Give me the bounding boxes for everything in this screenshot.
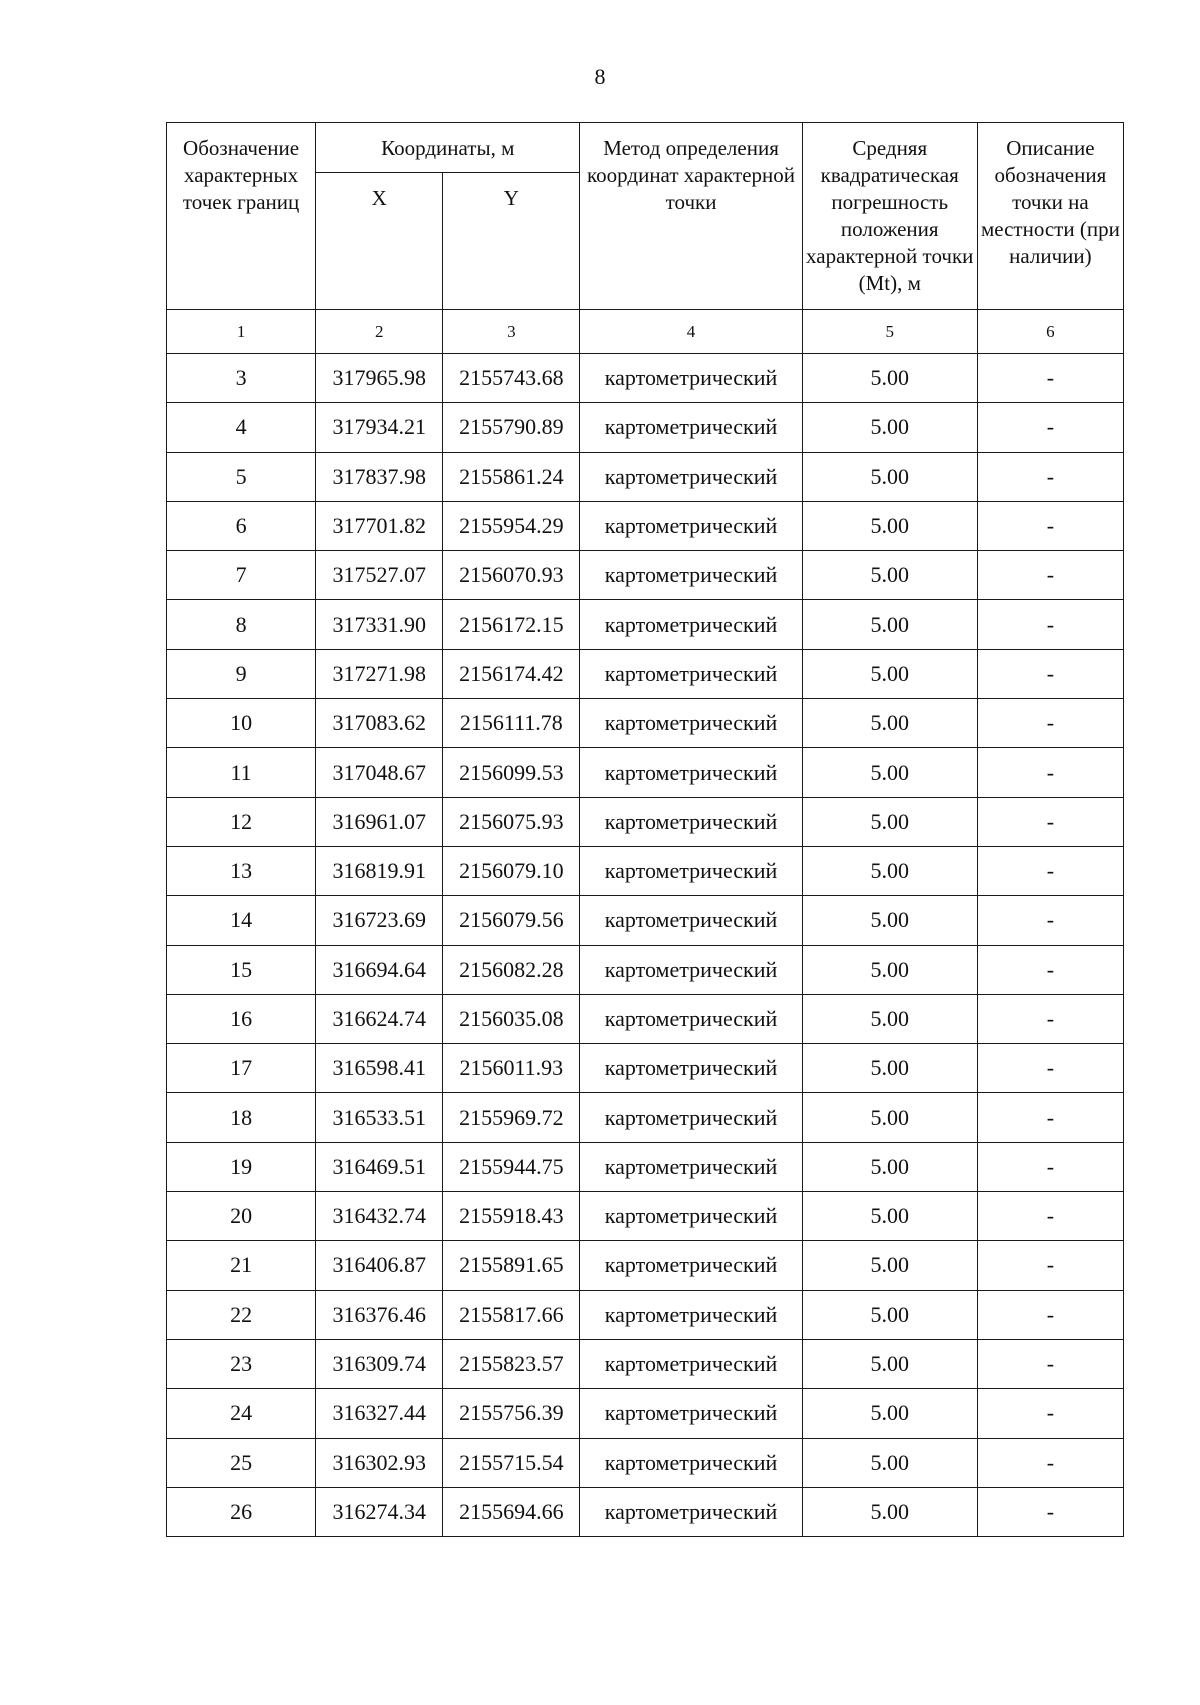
cell-y: 2156172.15 <box>443 600 580 649</box>
cell-description: - <box>977 846 1123 895</box>
cell-y: 2156070.93 <box>443 551 580 600</box>
cell-method: картометрический <box>580 1290 802 1339</box>
cell-x: 316309.74 <box>316 1339 443 1388</box>
cell-y: 2155743.68 <box>443 354 580 403</box>
table-row <box>167 403 1124 452</box>
cell-error: 5.00 <box>802 354 977 403</box>
table-row <box>167 1093 1124 1142</box>
cell-x: 316819.91 <box>316 846 443 895</box>
table-row <box>167 501 1124 550</box>
header-coordinates: Координаты, м <box>316 123 580 173</box>
cell-error: 5.00 <box>802 1487 977 1536</box>
table-row <box>167 945 1124 994</box>
column-number: 4 <box>580 310 802 354</box>
cell-y: 2156035.08 <box>443 994 580 1043</box>
cell-error: 5.00 <box>802 1093 977 1142</box>
table-row <box>167 1241 1124 1290</box>
cell-y: 2155944.75 <box>443 1142 580 1191</box>
cell-x: 317083.62 <box>316 699 443 748</box>
cell-method: картометрический <box>580 896 802 945</box>
cell-point: 24 <box>167 1389 316 1438</box>
cell-error: 5.00 <box>802 945 977 994</box>
header-error: Средняя квадратическая погрешность положения характерной точки (Mt), м <box>802 123 977 310</box>
cell-y: 2155918.43 <box>443 1192 580 1241</box>
cell-point: 18 <box>167 1093 316 1142</box>
cell-method: картометрический <box>580 452 802 501</box>
cell-description: - <box>977 1389 1123 1438</box>
cell-description: - <box>977 1044 1123 1093</box>
cell-description: - <box>977 1093 1123 1142</box>
cell-x: 317934.21 <box>316 403 443 452</box>
cell-error: 5.00 <box>802 846 977 895</box>
column-number: 3 <box>443 310 580 354</box>
column-number: 6 <box>977 310 1123 354</box>
cell-error: 5.00 <box>802 551 977 600</box>
cell-y: 2155715.54 <box>443 1438 580 1487</box>
table-row <box>167 994 1124 1043</box>
cell-point: 26 <box>167 1487 316 1536</box>
table-row <box>167 1192 1124 1241</box>
cell-y: 2155790.89 <box>443 403 580 452</box>
cell-error: 5.00 <box>802 1192 977 1241</box>
cell-x: 316598.41 <box>316 1044 443 1093</box>
cell-description: - <box>977 452 1123 501</box>
cell-description: - <box>977 797 1123 846</box>
cell-point: 20 <box>167 1192 316 1241</box>
cell-x: 316327.44 <box>316 1389 443 1438</box>
cell-y: 2156082.28 <box>443 945 580 994</box>
cell-description: - <box>977 896 1123 945</box>
cell-method: картометрический <box>580 846 802 895</box>
cell-y: 2156011.93 <box>443 1044 580 1093</box>
cell-method: картометрический <box>580 748 802 797</box>
cell-error: 5.00 <box>802 1339 977 1388</box>
table-row <box>167 600 1124 649</box>
cell-method: картометрический <box>580 1438 802 1487</box>
cell-y: 2155954.29 <box>443 501 580 550</box>
cell-x: 316961.07 <box>316 797 443 846</box>
header-x: X <box>316 173 443 310</box>
column-number: 2 <box>316 310 443 354</box>
cell-x: 316376.46 <box>316 1290 443 1339</box>
cell-error: 5.00 <box>802 1142 977 1191</box>
cell-point: 10 <box>167 699 316 748</box>
header-row <box>167 123 1124 173</box>
cell-error: 5.00 <box>802 797 977 846</box>
table-row <box>167 748 1124 797</box>
table-row <box>167 649 1124 698</box>
cell-error: 5.00 <box>802 1044 977 1093</box>
cell-method: картометрический <box>580 551 802 600</box>
cell-point: 3 <box>167 354 316 403</box>
cell-x: 316469.51 <box>316 1142 443 1191</box>
cell-error: 5.00 <box>802 1389 977 1438</box>
cell-description: - <box>977 501 1123 550</box>
cell-error: 5.00 <box>802 896 977 945</box>
cell-method: картометрический <box>580 699 802 748</box>
cell-method: картометрический <box>580 1487 802 1536</box>
cell-error: 5.00 <box>802 600 977 649</box>
table-row <box>167 1044 1124 1093</box>
cell-description: - <box>977 1339 1123 1388</box>
table-row <box>167 1290 1124 1339</box>
cell-description: - <box>977 699 1123 748</box>
cell-point: 8 <box>167 600 316 649</box>
header-description: Описание обозначения точки на местности (при наличии) <box>977 123 1123 310</box>
cell-description: - <box>977 1142 1123 1191</box>
cell-error: 5.00 <box>802 1241 977 1290</box>
cell-description: - <box>977 1438 1123 1487</box>
cell-error: 5.00 <box>802 748 977 797</box>
cell-error: 5.00 <box>802 403 977 452</box>
cell-description: - <box>977 1290 1123 1339</box>
cell-x: 317048.67 <box>316 748 443 797</box>
cell-description: - <box>977 649 1123 698</box>
cell-y: 2155823.57 <box>443 1339 580 1388</box>
cell-point: 25 <box>167 1438 316 1487</box>
cell-error: 5.00 <box>802 994 977 1043</box>
cell-error: 5.00 <box>802 501 977 550</box>
cell-y: 2155861.24 <box>443 452 580 501</box>
cell-point: 16 <box>167 994 316 1043</box>
cell-description: - <box>977 1192 1123 1241</box>
cell-description: - <box>977 748 1123 797</box>
cell-point: 17 <box>167 1044 316 1093</box>
cell-method: картометрический <box>580 649 802 698</box>
cell-y: 2156079.56 <box>443 896 580 945</box>
table-row <box>167 354 1124 403</box>
cell-point: 7 <box>167 551 316 600</box>
cell-method: картометрический <box>580 1142 802 1191</box>
cell-method: картометрический <box>580 501 802 550</box>
cell-description: - <box>977 354 1123 403</box>
column-number-row <box>167 310 1124 354</box>
header-y: Y <box>443 173 580 310</box>
cell-point: 14 <box>167 896 316 945</box>
table-row <box>167 1487 1124 1536</box>
cell-y: 2156099.53 <box>443 748 580 797</box>
cell-x: 317701.82 <box>316 501 443 550</box>
cell-y: 2155694.66 <box>443 1487 580 1536</box>
cell-x: 317965.98 <box>316 354 443 403</box>
cell-method: картометрический <box>580 1339 802 1388</box>
cell-description: - <box>977 551 1123 600</box>
cell-y: 2156174.42 <box>443 649 580 698</box>
cell-point: 19 <box>167 1142 316 1191</box>
cell-point: 4 <box>167 403 316 452</box>
cell-x: 317527.07 <box>316 551 443 600</box>
cell-y: 2155817.66 <box>443 1290 580 1339</box>
cell-x: 316533.51 <box>316 1093 443 1142</box>
cell-error: 5.00 <box>802 1438 977 1487</box>
cell-x: 316274.34 <box>316 1487 443 1536</box>
cell-y: 2156079.10 <box>443 846 580 895</box>
cell-y: 2155756.39 <box>443 1389 580 1438</box>
cell-y: 2155969.72 <box>443 1093 580 1142</box>
cell-method: картометрический <box>580 1389 802 1438</box>
cell-x: 316723.69 <box>316 896 443 945</box>
cell-x: 317331.90 <box>316 600 443 649</box>
cell-description: - <box>977 600 1123 649</box>
cell-point: 15 <box>167 945 316 994</box>
cell-description: - <box>977 1487 1123 1536</box>
cell-point: 22 <box>167 1290 316 1339</box>
table-row <box>167 1389 1124 1438</box>
table-row <box>167 551 1124 600</box>
cell-error: 5.00 <box>802 1290 977 1339</box>
cell-description: - <box>977 403 1123 452</box>
table-row <box>167 797 1124 846</box>
cell-y: 2155891.65 <box>443 1241 580 1290</box>
cell-point: 5 <box>167 452 316 501</box>
cell-point: 9 <box>167 649 316 698</box>
cell-x: 316624.74 <box>316 994 443 1043</box>
cell-description: - <box>977 1241 1123 1290</box>
table-row <box>167 1339 1124 1388</box>
cell-method: картометрический <box>580 994 802 1043</box>
cell-method: картометрический <box>580 945 802 994</box>
cell-method: картометрический <box>580 1192 802 1241</box>
coordinates-table <box>166 122 1124 1537</box>
table-row <box>167 452 1124 501</box>
table-row <box>167 1142 1124 1191</box>
cell-method: картометрический <box>580 1044 802 1093</box>
cell-y: 2156075.93 <box>443 797 580 846</box>
cell-x: 317271.98 <box>316 649 443 698</box>
cell-method: картометрический <box>580 797 802 846</box>
cell-error: 5.00 <box>802 699 977 748</box>
cell-y: 2156111.78 <box>443 699 580 748</box>
cell-method: картометрический <box>580 354 802 403</box>
cell-point: 11 <box>167 748 316 797</box>
cell-description: - <box>977 994 1123 1043</box>
cell-description: - <box>977 945 1123 994</box>
cell-method: картометрический <box>580 403 802 452</box>
cell-x: 317837.98 <box>316 452 443 501</box>
page-number: 8 <box>594 64 606 89</box>
cell-error: 5.00 <box>802 649 977 698</box>
cell-point: 23 <box>167 1339 316 1388</box>
column-number: 5 <box>802 310 977 354</box>
cell-x: 316694.64 <box>316 945 443 994</box>
cell-error: 5.00 <box>802 452 977 501</box>
cell-x: 316432.74 <box>316 1192 443 1241</box>
header-method: Метод определения координат характерной точки <box>580 123 802 310</box>
cell-x: 316302.93 <box>316 1438 443 1487</box>
cell-point: 13 <box>167 846 316 895</box>
cell-method: картометрический <box>580 1093 802 1142</box>
cell-point: 6 <box>167 501 316 550</box>
cell-point: 21 <box>167 1241 316 1290</box>
table-body <box>167 354 1124 1537</box>
cell-x: 316406.87 <box>316 1241 443 1290</box>
table-row <box>167 699 1124 748</box>
table-row <box>167 1438 1124 1487</box>
table-row <box>167 896 1124 945</box>
cell-point: 12 <box>167 797 316 846</box>
column-number: 1 <box>167 310 316 354</box>
table-row <box>167 846 1124 895</box>
cell-method: картометрический <box>580 600 802 649</box>
header-point: Обозначение характерных точек границ <box>167 123 316 310</box>
cell-method: картометрический <box>580 1241 802 1290</box>
